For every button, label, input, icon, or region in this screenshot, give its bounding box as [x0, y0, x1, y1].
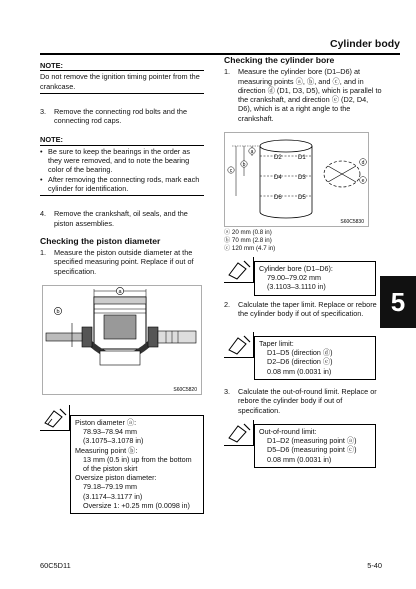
- note-bullet: • Be sure to keep the bearings in the order as they were removed, and to note the bearing color of the bearing.: [40, 146, 190, 175]
- step-number: 2.: [224, 300, 231, 309]
- spec-line: Measuring point ⓑ:: [75, 445, 138, 455]
- spec-line: (3.1174–3.1177 in): [83, 491, 143, 501]
- spec-line: Taper limit:: [259, 339, 294, 348]
- note-text: Do not remove the ignition timing pointer from the crankcase.: [40, 71, 204, 94]
- spec-line: 13 mm (0.5 in) up from the bottom: [83, 454, 192, 464]
- step-text: Calculate the out-of-round limit. Replace or rebore the cylinder body if out of specification.: [238, 387, 377, 415]
- label-a: a: [118, 289, 122, 296]
- spec-line: 78.93–78.94 mm: [83, 427, 137, 437]
- cylinder-bore-spec-box: [224, 257, 376, 293]
- label-a: a: [250, 149, 254, 155]
- spec-line: of the piston skirt: [83, 464, 138, 474]
- right-step-2: [224, 300, 382, 319]
- step-number: 1.: [224, 67, 231, 77]
- step-number: 3.: [40, 106, 47, 116]
- spec-line: D1–D5 (direction ⓓ): [267, 348, 333, 358]
- label-e: e: [361, 178, 365, 184]
- dimension-item: ⓒ 120 mm (4.7 in): [224, 245, 276, 252]
- label-d2: D2: [274, 155, 282, 161]
- header-rule: [40, 53, 400, 55]
- spec-line: Oversize 1: +0.25 mm (0.0098 in): [83, 500, 190, 510]
- figure-code: S60C5830: [340, 219, 364, 225]
- label-d5: D5: [298, 195, 306, 201]
- out-of-round-spec-box: [224, 420, 376, 466]
- taper-limit-spec-box: [224, 332, 376, 378]
- figure-code: S60C5820: [173, 387, 197, 393]
- page-header-title: Cylinder body: [329, 38, 400, 50]
- piston-spec-text: [70, 415, 204, 514]
- step-number: 1.: [40, 248, 47, 258]
- label-d1: D1: [298, 155, 306, 161]
- spec-icon: [224, 332, 254, 358]
- step-1: [40, 248, 204, 276]
- label-d3: D3: [298, 175, 306, 181]
- label-d: d: [361, 160, 365, 166]
- dimension-item: ⓑ 70 mm (2.8 in): [224, 237, 272, 244]
- spec-line: (3.1103–3.1110 in): [267, 282, 326, 292]
- spec-line: (3.1075–3.1078 in): [83, 436, 144, 446]
- chapter-tab: 5: [380, 276, 416, 328]
- step-4: [40, 209, 204, 228]
- step-1: [224, 67, 382, 123]
- left-column: [40, 61, 204, 276]
- step-3: [40, 107, 204, 126]
- right-column: [224, 56, 382, 123]
- step-number: 3.: [224, 387, 231, 396]
- footer-code: 60C5D11: [40, 561, 71, 570]
- spec-line: 0.08 mm (0.0031 in): [267, 366, 332, 376]
- cylinder-bore-spec-text: [254, 261, 376, 296]
- section-heading: Checking the cylinder bore: [224, 55, 335, 65]
- label-c: c: [229, 168, 233, 174]
- label-d6: D6: [274, 195, 282, 201]
- label-b: b: [56, 309, 60, 316]
- label-d4: D4: [274, 175, 282, 181]
- step-number: 4.: [40, 209, 47, 219]
- label-b: b: [242, 162, 246, 168]
- spec-icon: [224, 420, 254, 446]
- note-bullet: • After removing the connecting rods, mark each cylinder for identification.: [40, 174, 200, 193]
- right-step-3: [224, 387, 382, 415]
- spec-line: Cylinder bore (D1–D6):: [259, 264, 333, 273]
- spec-line: Oversize piston diameter:: [75, 473, 157, 483]
- note-label: NOTE:: [40, 135, 204, 145]
- out-of-round-spec-text: [254, 424, 376, 468]
- spec-line: Piston diameter ⓐ:: [75, 418, 137, 427]
- dimension-item: ⓐ 20 mm (0.8 in): [224, 229, 272, 236]
- spec-line: D5–D6 (measuring point ⓒ): [267, 445, 357, 455]
- note-label: NOTE:: [40, 61, 204, 71]
- step-text: Calculate the taper limit. Replace or rebore the cylinder body if out of specification.: [238, 300, 377, 319]
- note-bullets: [40, 146, 204, 196]
- step-text: Remove the crankshaft, oil seals, and the piston assemblies.: [54, 209, 188, 228]
- spec-line: 79.18–79.19 mm: [83, 482, 137, 492]
- piston-spec-box: [40, 405, 204, 527]
- spec-line: 0.08 mm (0.0031 in): [267, 454, 332, 464]
- spec-icon: [40, 405, 70, 431]
- step-text: Remove the connecting rod bolts and the connecting rod caps.: [54, 106, 188, 126]
- taper-limit-spec-text: [254, 336, 376, 380]
- spec-line: D1–D2 (measuring point ⓐ): [267, 436, 357, 446]
- spec-icon: [224, 257, 254, 283]
- cylinder-bore-figure: [224, 132, 369, 227]
- step-text: Measure the piston outside diameter at the specified measuring point. Replace if out of specification.: [54, 248, 194, 276]
- dimension-list: [224, 229, 374, 253]
- spec-line: D2–D6 (direction ⓔ): [267, 357, 333, 367]
- section-heading: Checking the piston diameter: [40, 235, 161, 246]
- spec-line: Out-of-round limit:: [259, 427, 317, 436]
- spec-line: 79.00–79.02 mm: [267, 273, 321, 283]
- piston-measurement-figure: [42, 285, 202, 395]
- step-text: Measure the cylinder bore (D1–D6) at measuring points ⓐ, ⓑ, and ⓒ, and in direction ⓓ (D1, D3, D5), which is parallel to the crankshaft, and direction ⓔ (D2, D4, D6), which is at a right angle to the crankshaft.: [238, 67, 382, 123]
- page-number: 5-40: [367, 561, 382, 570]
